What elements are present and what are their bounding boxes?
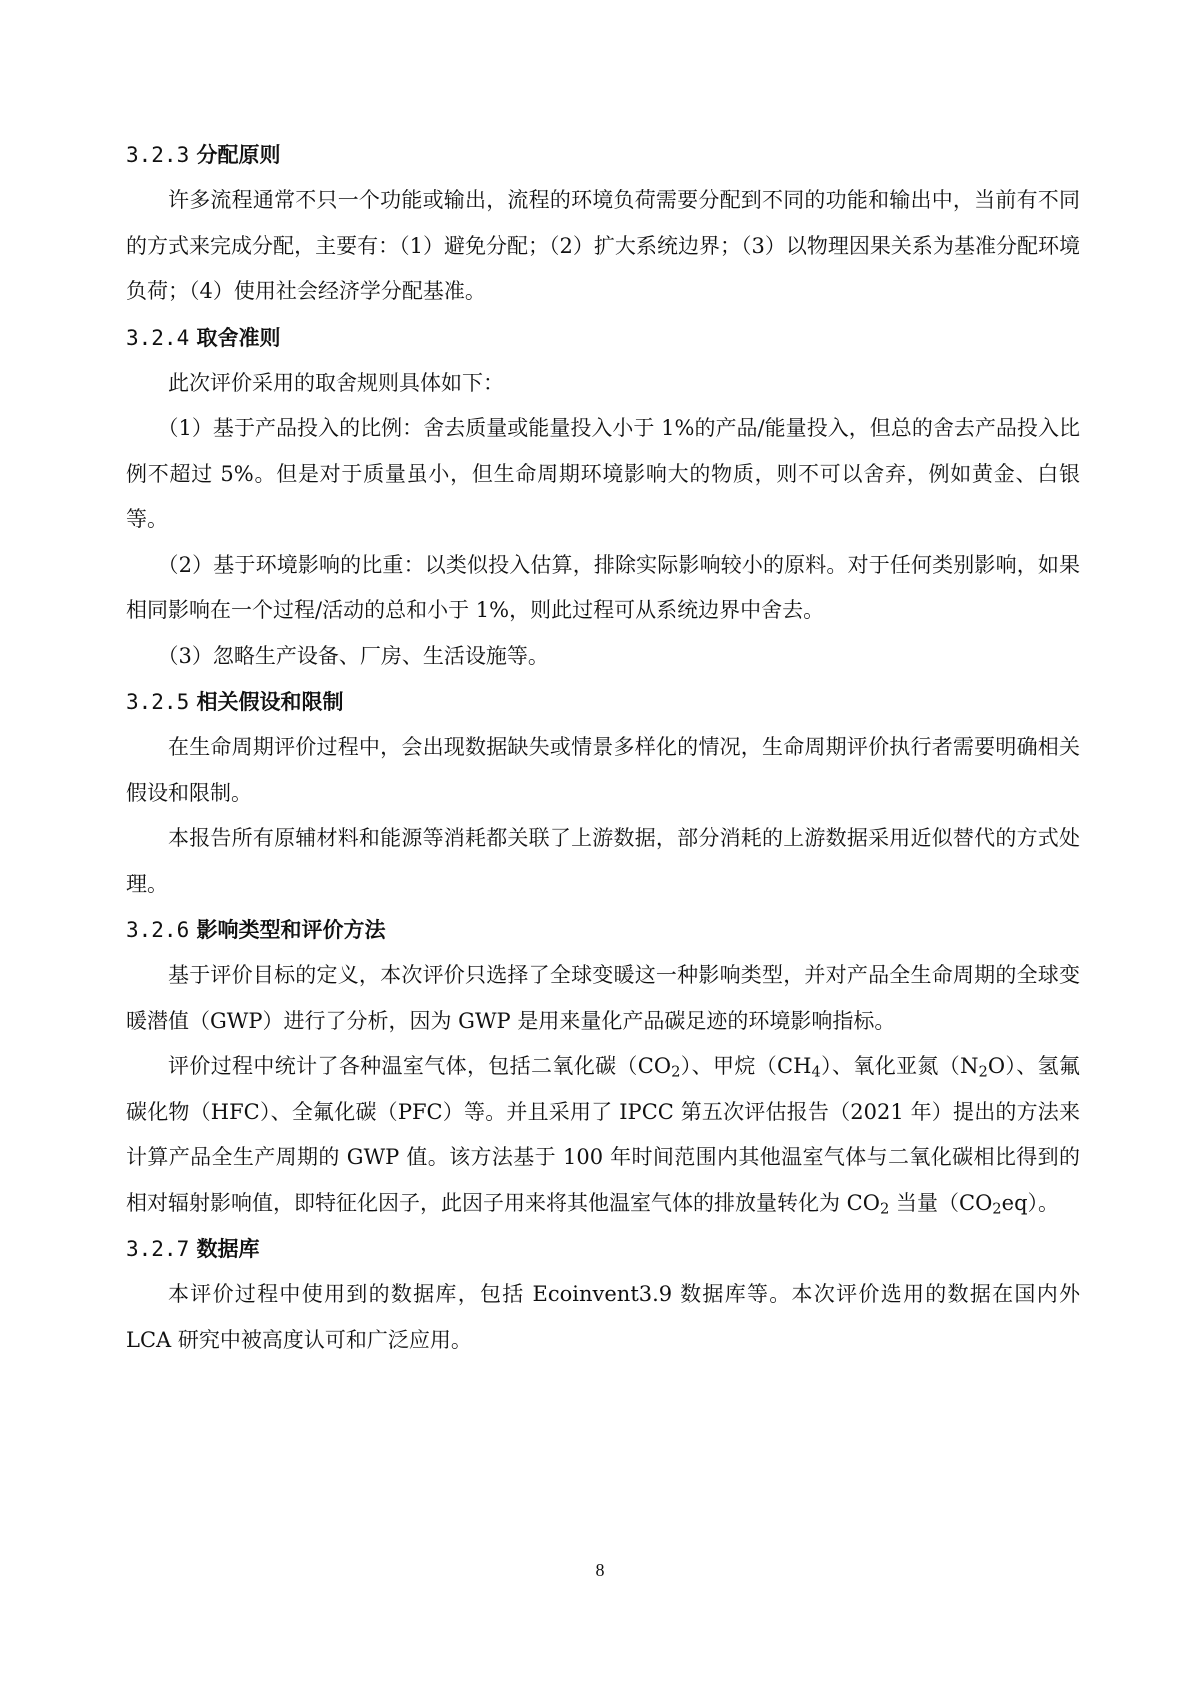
section-number: 3.2.7 [126,1237,190,1261]
section-title: 影响类型和评价方法 [196,918,386,942]
paragraph-greenhouse-gases [126,1044,1080,1226]
section-heading-3-2-5 [126,679,1080,725]
section-title: 数据库 [196,1237,260,1261]
subscript: 2 [978,1063,988,1081]
paragraph: 许多流程通常不只一个功能或输出，流程的环境负荷需要分配到不同的功能和输出中，当前有不同的方式来完成分配，主要有：（1）避免分配；（2）扩大系统边界；（3）以物理因果关系为基准分配环境负荷；（4）使用社会经济学分配基准。 [126,188,1080,303]
subscript: 2 [879,1200,890,1218]
list-item: （2）基于环境影响的比重：以类似投入估算，排除实际影响较小的原料。对于任何类别影响，如果相同影响在一个过程/活动的总和小于 1%，则此过程可从系统边界中舍去。 [126,552,1080,622]
section-title: 取舍准则 [196,325,281,350]
section-number: 3.2.5 [126,690,190,714]
text-run: eq）。 [1001,1190,1060,1215]
section-number: 3.2.6 [126,918,190,942]
text-run: 评价过程中统计了各种温室气体，包括二氧化碳（CO [168,1054,672,1078]
paragraph: 在生命周期评价过程中，会出现数据缺失或情景多样化的情况，生命周期评价执行者需要明确相关假设和限制。 [126,735,1080,805]
text-run: O）、氢氟碳化物（HFC）、全氟化碳（PFC）等。并且采用了 IPCC 第五次评估报告（2021 年）提出的方法来计算产品全生产周期的 GWP 值。该方法基于 100 年时间范围内其他温室气体与二氧化碳相比得到的相对辐射影响值，即特征化因子，此因子用来将其他温室气体的排放量转化为 CO [126,1054,1080,1215]
paragraph: 本报告所有原辅材料和能源等消耗都关联了上游数据，部分消耗的上游数据采用近似替代的方式处理。 [126,826,1080,896]
list-item: （1）基于产品投入的比例：舍去质量或能量投入小于 1%的产品/能量投入，但总的舍去产品投入比例不超过 5%。但是对于质量虽小，但生命周期环境影响大的物质，则不可以舍弃，例如黄金、白银等。 [126,416,1080,531]
text-run: ）、甲烷（CH [680,1054,812,1078]
document-page [126,132,1080,1363]
section-number: 3.2.3 [126,143,190,167]
section-number: 3.2.4 [126,325,190,350]
paragraph: 本评价过程中使用到的数据库，包括 Ecoinvent3.9 数据库等。本次评价选用的数据在国内外 LCA 研究中被高度认可和广泛应用。 [126,1282,1080,1352]
subscript: 4 [811,1063,821,1081]
section-heading-3-2-3 [126,132,1080,178]
section-title: 相关假设和限制 [196,690,344,714]
section-heading-3-2-4 [126,315,1080,361]
text-run: ）、氧化亚氮（N [820,1054,979,1078]
subscript: 2 [992,1200,1002,1218]
section-heading-3-2-7 [126,1226,1080,1272]
list-item: （3）忽略生产设备、厂房、生活设施等。 [157,643,549,668]
paragraph: 此次评价采用的取舍规则具体如下： [168,370,504,395]
subscript: 2 [671,1063,681,1081]
section-title: 分配原则 [196,143,281,167]
text-run: 当量（CO [889,1190,993,1215]
paragraph: 基于评价目标的定义，本次评价只选择了全球变暖这一种影响类型，并对产品全生命周期的全球变暖潜值（GWP）进行了分析，因为 GWP 是用来量化产品碳足迹的环境影响指标。 [126,963,1080,1033]
page-number: 8 [595,1560,605,1580]
section-heading-3-2-6 [126,907,1080,953]
